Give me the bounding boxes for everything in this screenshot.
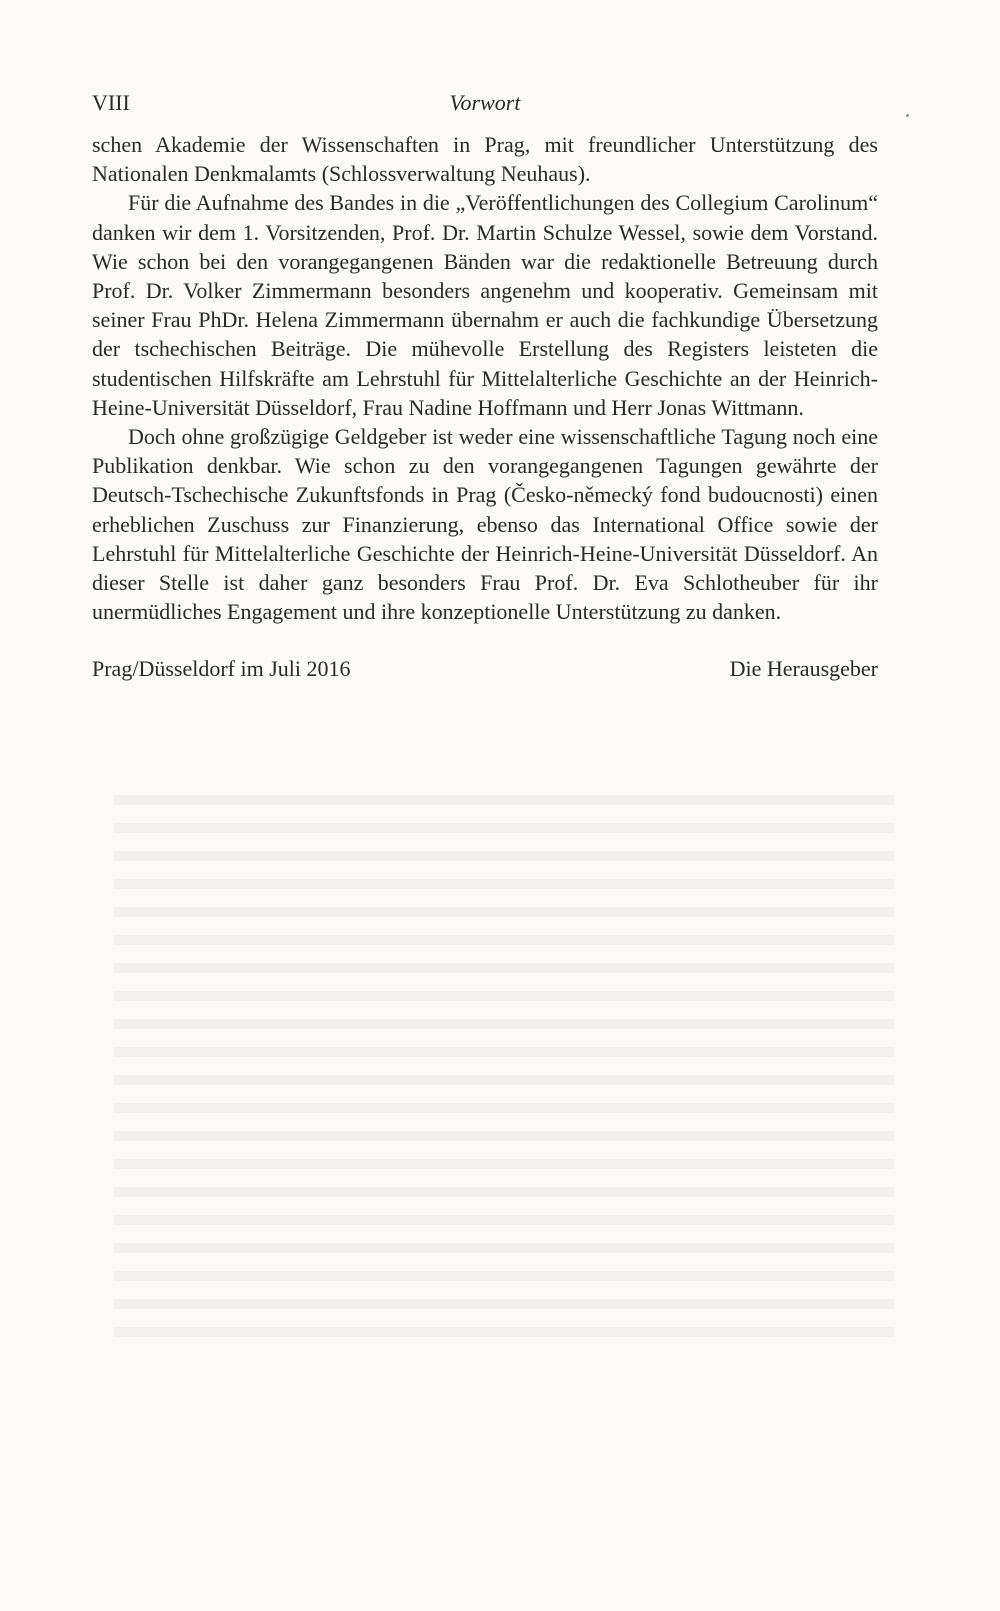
running-title: Vorwort xyxy=(449,90,521,115)
paragraph-acknowledgements: Für die Aufnahme des Bandes in die „Veröffentlichungen des Collegium Carolinum“ danken wir dem 1. Vorsitzenden, Prof. Dr. Martin Schulze Wessel, sowie dem Vorstand. Wie schon bei den vorangegangenen Bänden war die redaktionelle Betreuung durch Prof. Dr. Volker Zimmermann besonders angenehm und kooperativ. Gemeinsam mit seiner Frau PhDr. Helena Zimmermann übernahm er auch die fachkundige Übersetzung der tschechischen Beiträge. Die mühevolle Erstellung des Registers leisteten die studentischen Hilfskräfte am Lehrstuhl für Mittelalterliche Geschichte an der Heinrich-Heine-Universität Düsseldorf, Frau Nadine Hoffmann und Herr Jonas Wittmann. xyxy=(92,190,878,420)
place-and-date: Prag/Düsseldorf im Juli 2016 xyxy=(92,656,351,682)
paragraph-funding: Doch ohne großzügige Geldgeber ist weder eine wissenschaftliche Tagung noch eine Publikation denkbar. Wie schon zu den vorangegangenen Tagungen gewährte der Deutsch-Tschechische Zukunftsfonds in Prag (Česko-německý fond budoucnosti) einen erheblichen Zuschuss zur Finanzierung, ebenso das International Office sowie der Lehrstuhl für Mittelalterliche Geschichte der Heinrich-Heine-Universität Düsseldorf. An dieser Stelle ist daher ganz besonders Frau Prof. Dr. Eva Schlotheuber für ihr unermüdliches Engagement und ihre konzeptionelle Unterstützung zu danken. xyxy=(92,424,878,625)
signature-line xyxy=(92,654,878,683)
page-speck xyxy=(906,114,909,117)
page-number: VIII xyxy=(92,90,130,115)
editors-signature: Die Herausgeber xyxy=(729,656,878,682)
running-head xyxy=(92,90,878,130)
book-page xyxy=(92,90,878,683)
paragraph-continuation: schen Akademie der Wissenschaften in Prag, mit freundlicher Unterstützung des Nationalen Denkmalamts (Schlossverwaltung Neuhaus). xyxy=(92,132,878,187)
body-text xyxy=(92,130,878,626)
show-through-texture xyxy=(114,785,894,1345)
